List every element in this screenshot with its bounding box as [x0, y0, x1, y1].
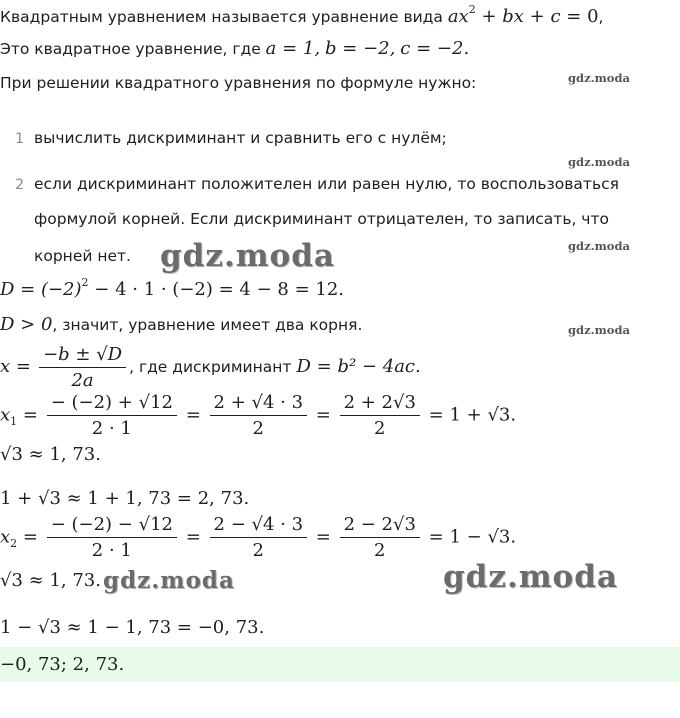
watermark-big: gdz.moda	[103, 567, 235, 594]
x2-approx: √3 ≈ 1, 73.	[0, 570, 101, 591]
watermark-small: gdz.moda	[568, 323, 630, 337]
watermark-small: gdz.moda	[568, 71, 630, 85]
coef-a: a = 1,	[265, 38, 321, 59]
x1-approx: √3 ≈ 1, 73.	[0, 444, 101, 465]
step-2-line-3: корней нет.	[34, 247, 131, 265]
x2-calc: $x_2$ = $\frac{- (-2) - √12}{2 \cdot 1}$ = $\frac{2 - √4 \cdot 3}{2}$ = $\frac{2 - 2√3}{2}$ = 1 − √3.	[0, 514, 517, 561]
answer: −0, 73; 2, 73.	[0, 654, 125, 675]
step-2-line-2: формулой корней. Если дискриминант отрицателен, то записать, что	[34, 210, 609, 228]
discriminant-calc: $D = (-2)^2 - 4 \cdot 1 \cdot (-2) = 4 - 8 = 12$.	[0, 276, 344, 300]
step-2: 2 если дискриминант положителен или равен нулю, то воспользоваться	[10, 175, 619, 193]
step-number: 2	[15, 177, 24, 193]
watermark-small: gdz.moda	[568, 239, 630, 253]
x1-value: 1 + √3 ≈ 1 + 1, 73 = 2, 73.	[0, 488, 250, 509]
roots-fraction: $\frac{-b \pm √D}{2a}$	[39, 344, 126, 391]
intro-line-1: Квадратным уравнением называется уравнение вида $ax^2$ + bx + c = 0,	[0, 3, 604, 27]
x2-value: 1 − √3 ≈ 1 − 1, 73 = −0, 73.	[0, 617, 265, 638]
roots-formula: x = $\frac{-b \pm √D}{2a}$ , где дискриминант D = b² − 4ac.	[0, 344, 421, 391]
discriminant-compare: D > 0, значит, уравнение имеет два корня.	[0, 314, 363, 335]
watermark-big: gdz.moda	[443, 559, 618, 595]
intro-line-2: Это квадратное уравнение, где a = 1, b = −2, c = −2.	[0, 38, 470, 59]
intro-line-3: При решении квадратного уравнения по формуле нужно:	[0, 74, 477, 92]
discriminant-definition: D = b² − 4ac.	[296, 356, 421, 377]
quadratic-general-form: $ax^2$ + bx + c = 0	[447, 3, 599, 27]
watermark-small: gdz.moda	[568, 155, 630, 169]
coef-b: b = −2,	[325, 38, 396, 59]
x1-calc: $x_1$ = $\frac{- (-2) + √12}{2 \cdot 1}$ = $\frac{2 + √4 \cdot 3}{2}$ = $\frac{2 + 2√3}{2}$ = 1 + √3.	[0, 392, 517, 439]
coef-c: c = −2.	[400, 38, 470, 59]
intro-definition-text: Квадратным уравнением называется уравнение вида	[0, 8, 443, 26]
step-number: 1	[15, 131, 24, 147]
step-1: 1 вычислить дискриминант и сравнить его с нулём;	[10, 129, 447, 147]
watermark-big: gdz.moda	[160, 238, 335, 274]
